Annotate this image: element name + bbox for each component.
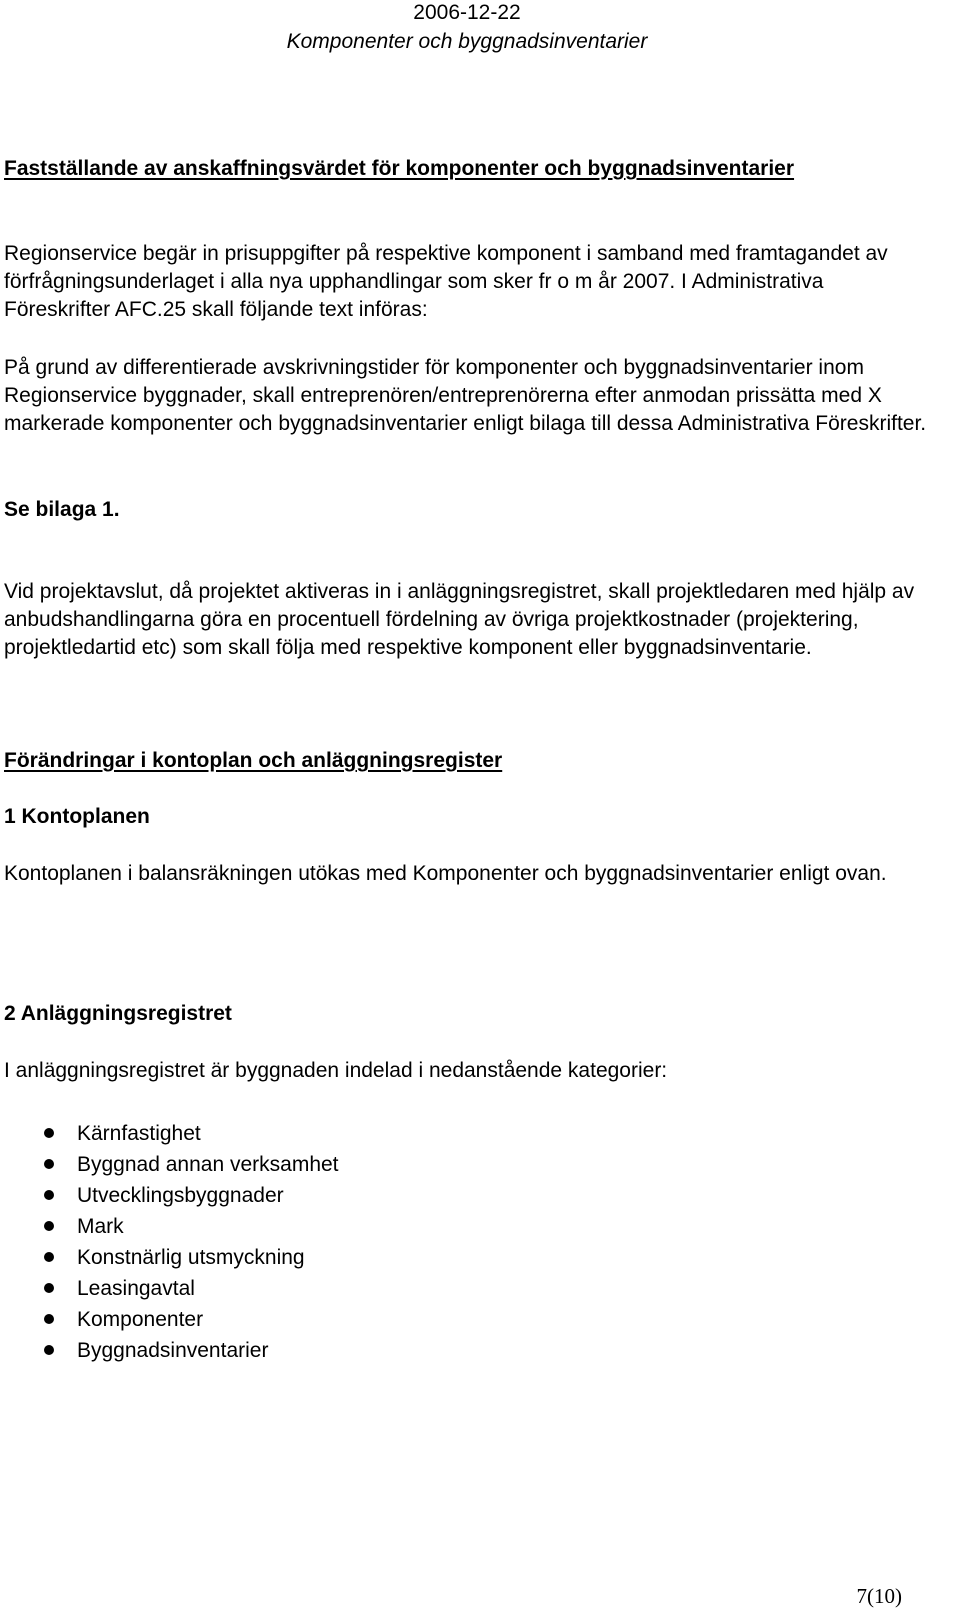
category-label: Leasingavtal	[77, 1277, 195, 1300]
bullet-icon	[44, 1345, 54, 1355]
category-label: Konstnärlig utsmyckning	[77, 1246, 305, 1269]
see-attachment-note: Se bilaga 1.	[4, 498, 120, 521]
category-list	[0, 1118, 700, 1366]
category-list-item	[0, 1118, 700, 1149]
bullet-icon	[44, 1314, 54, 1324]
category-list-item	[0, 1273, 700, 1304]
category-list-item	[0, 1335, 700, 1366]
bullet-icon	[44, 1252, 54, 1262]
section-title-changes: Förändringar i kontoplan och anläggningsregister	[4, 749, 503, 772]
category-list-item	[0, 1180, 700, 1211]
paragraph-afc-text: På grund av differentierade avskrivningstider för komponenter och byggnadsinventarier inom Regionservice byggnader, skall entreprenören/entreprenörerna efter anmodan prissätta med X markerade komponenter och byggnadsinventarier enligt bilaga till dessa Administrativa Föreskrifter.	[4, 356, 927, 435]
category-list-item	[0, 1242, 700, 1273]
subheading-kontoplanen: 1 Kontoplanen	[4, 805, 150, 828]
section-title-acquisition-value: Fastställande av anskaffningsvärdet för komponenter och byggnadsinventarier	[4, 157, 795, 180]
category-label: Utvecklingsbyggnader	[77, 1184, 284, 1207]
header-date: 2006-12-22	[413, 1, 521, 24]
paragraph-project-closing: Vid projektavslut, då projektet aktiveras in i anläggningsregistret, skall projektledaren med hjälp av anbudshandlingarna göra en procentuell fördelning av övriga projektkostnader (projektering, projektledartid etc) som skall följa med respektive komponent eller byggnadsinventarie.	[4, 580, 915, 659]
bullet-icon	[44, 1221, 54, 1231]
page-number: 7(10)	[856, 1584, 902, 1608]
category-label: Komponenter	[77, 1308, 204, 1331]
category-label: Byggnadsinventarier	[77, 1339, 269, 1362]
category-label: Mark	[77, 1215, 124, 1238]
subheading-anlaggningsregistret: 2 Anläggningsregistret	[4, 1002, 232, 1025]
paragraph-regionservice-prices: Regionservice begär in prisuppgifter på respektive komponent i samband med framtagandet av förfrågningsunderlaget i alla nya upphandlingar som sker fr o m år 2007. I Administrativa Föreskrifter AFC.25 skall följande text införas:	[4, 242, 888, 321]
bullet-icon	[44, 1128, 54, 1138]
category-label: Kärnfastighet	[77, 1122, 201, 1145]
paragraph-kontoplanen: Kontoplanen i balansräkningen utökas med Komponenter och byggnadsinventarier enligt ovan.	[4, 862, 887, 885]
category-list-item	[0, 1304, 700, 1335]
bullet-icon	[44, 1283, 54, 1293]
category-list-item	[0, 1149, 700, 1180]
category-label: Byggnad annan verksamhet	[77, 1153, 339, 1176]
header-subtitle: Komponenter och byggnadsinventarier	[286, 30, 648, 53]
paragraph-anlaggningsregistret: I anläggningsregistret är byggnaden indelad i nedanstående kategorier:	[4, 1059, 668, 1082]
bullet-icon	[44, 1159, 54, 1169]
category-list-item	[0, 1211, 700, 1242]
bullet-icon	[44, 1190, 54, 1200]
